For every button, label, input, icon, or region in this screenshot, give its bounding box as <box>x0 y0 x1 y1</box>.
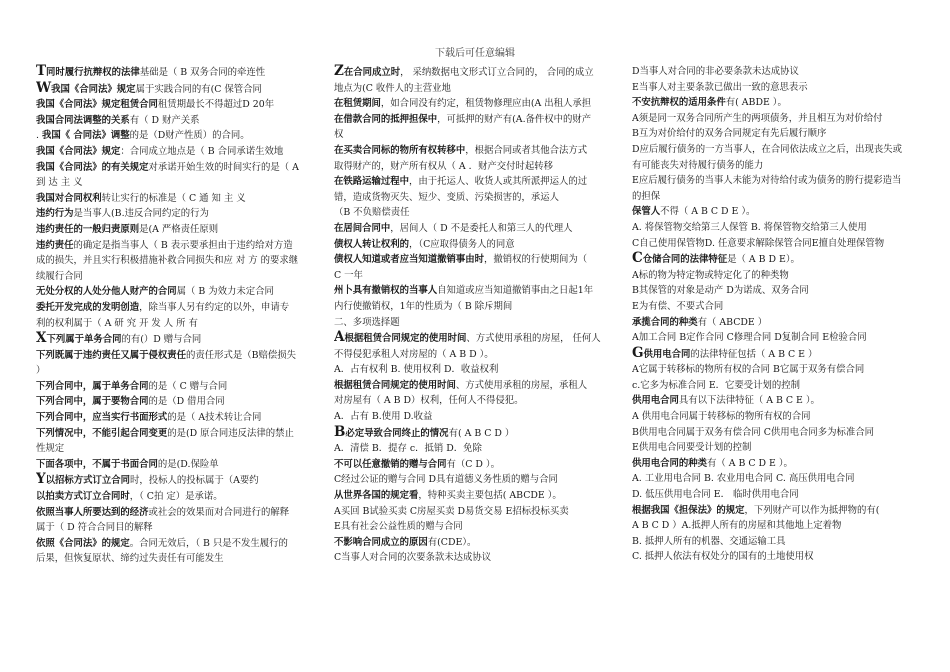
text-segment: 的是（ A技术转让合同 <box>167 412 262 424</box>
text-line <box>632 330 916 346</box>
text-segment: A标的物为特定物或特定化了的种类物 <box>632 269 789 281</box>
text-line <box>334 393 618 409</box>
text-segment: 。合同无效后，（ B 只是不发生履行的 <box>129 537 288 549</box>
text-segment: 续履行合同 <box>36 270 83 282</box>
text-line <box>36 238 320 254</box>
text-segment: ，可抵押的财产有(A.备件权中的财产 <box>437 113 592 125</box>
text-line <box>36 348 320 364</box>
text-segment: ：合同成立地点是（ B 合同承诺生效地 <box>120 145 284 157</box>
text-line <box>632 456 916 472</box>
text-segment: A．占有权利 B. 使用权利 D．收益权利 <box>334 364 499 376</box>
text-line <box>334 81 618 97</box>
text-line <box>334 347 618 363</box>
question-stem: 供用电合同 <box>643 348 691 360</box>
text-line <box>334 441 618 457</box>
text-segment: 属于（ D 符合合同目的解释 <box>36 522 153 534</box>
text-segment: C经过公证的赠与合同 D具有道德义务性质的赠与合同 <box>334 474 558 486</box>
text-line <box>36 160 320 176</box>
text-segment: 是当事人(B.违反合同约定的行为 <box>73 208 209 220</box>
text-line <box>36 379 320 395</box>
text-line <box>334 96 618 112</box>
text-line <box>36 128 320 144</box>
text-line <box>632 425 916 441</box>
question-stem: 根据我国《担保法》的规定 <box>632 504 745 516</box>
text-segment: A 供用电合同属于转移标的物所有权的合同 <box>632 411 811 423</box>
text-segment: D. 低压供用电合同 E． 临时供用电合同 <box>632 489 799 501</box>
text-line <box>334 488 618 504</box>
text-segment: A．清偿 B．提存 c．抵销 D．免除 <box>334 443 482 455</box>
text-line <box>36 520 320 536</box>
text-segment: 的是(D.保险单 <box>157 458 219 470</box>
text-segment: 的有(）D 赠与合同 <box>121 334 202 346</box>
text-segment: 后果，但恢复原状、缔约过失责任有可能发生 <box>36 553 224 565</box>
text-segment: 的法律特征包括（ A B C E ） <box>690 348 818 360</box>
text-segment: ，（ C拍 定）是承诺。 <box>129 491 223 503</box>
text-line <box>334 299 618 315</box>
text-line <box>632 251 916 268</box>
text-line <box>334 252 618 268</box>
question-stem: 债权人知道或者应当知道撤销事由时 <box>334 254 485 266</box>
text-line <box>632 518 916 534</box>
question-stem: 下列合同中，应当实行书面形式 <box>36 412 168 424</box>
question-stem: 供用电合同的种类 <box>632 457 708 469</box>
text-line <box>36 505 320 521</box>
text-line <box>334 237 618 253</box>
question-stem: 下列合同中，属于要物合同 <box>36 396 149 408</box>
text-segment: 内行使撤销权，1年的性质为（ B 除斥期间 <box>334 300 513 312</box>
text-segment: ，特种买卖主要包括( ABCDE ）。 <box>418 490 562 502</box>
question-stem: 保管人 <box>632 206 661 218</box>
text-segment: A买回 B试验买卖 C房屋买卖 D易货交易 E招标投标买卖 <box>334 505 569 517</box>
text-line <box>632 64 916 80</box>
text-segment: 二、多项选择题 <box>334 316 400 328</box>
text-segment: c.它多为标准合同 E．它要受计划的控制 <box>632 379 801 391</box>
text-segment: ， 采纳数据电文形式订立合同的， 合同的成立 <box>400 67 594 78</box>
text-line <box>334 221 618 237</box>
text-line <box>334 64 618 81</box>
text-segment: B互为对价给付的双务合同规定有先后履行顺序 <box>632 128 827 140</box>
question-stem: 我国《 合同法》调整 <box>41 130 130 142</box>
question-stem: 下列合同中，属于单务合同 <box>36 380 149 392</box>
text-line <box>36 269 320 285</box>
text-segment: 成的损失，并且实行积极措施补救合同损失和应 对 方 的要求继 <box>36 255 299 267</box>
text-segment: 的担保 <box>632 190 661 202</box>
text-segment: ，下列财产可以作为抵押物的有( <box>744 504 880 516</box>
text-segment: 的是（ C 赠与合同 <box>148 380 228 392</box>
text-line <box>632 283 916 299</box>
text-segment: A B C D ）A.抵押人所有的房屋和其他地上定着物 <box>632 520 842 532</box>
text-line <box>632 471 916 487</box>
question-stem: 债权人转让权利的 <box>334 238 410 250</box>
text-line <box>334 159 618 175</box>
text-segment: ，由于托运人、收货人或其所派押运人的过 <box>409 176 588 188</box>
text-line <box>36 300 320 316</box>
text-line <box>36 441 320 457</box>
text-line <box>632 534 916 550</box>
question-stem: 不安抗辩权的适用条件 <box>632 97 726 109</box>
text-segment: ，（C应取得债务人的同意 <box>409 238 515 250</box>
text-segment: （B 不负赔偿责任 <box>334 207 410 219</box>
text-line <box>632 503 916 519</box>
index-letter: A <box>334 330 345 346</box>
text-segment: E当事人对主要条款已做出一致的意思表示 <box>632 81 808 93</box>
question-stem: 在借款合同的抵押担保中 <box>334 113 438 125</box>
text-segment: 转让实行的标准是（ C 通 知 主 义 <box>101 192 246 204</box>
text-segment: D当事人对合同的非必要条款未达成协议 <box>632 66 799 77</box>
question-stem: 委托开发完成的发明创造 <box>36 301 140 313</box>
text-line <box>36 64 320 81</box>
question-stem: 我国对合同权利 <box>36 192 102 204</box>
text-segment: B其保管的对象是动产 D为诺成、双务合同 <box>632 285 809 297</box>
text-segment: E供用电合同要受计划的控制 <box>632 442 752 454</box>
text-segment: B供用电合同属于双务有偿合同 C供用电合同多为标准合同 <box>632 426 875 438</box>
text-segment: ，根据合同或者其他合法方式 <box>465 144 588 156</box>
text-line <box>334 472 618 488</box>
question-stem: 违约责任的一般归责原则 <box>36 223 140 235</box>
question-stem: 下列情况中，不能引起合同变更 <box>36 427 168 439</box>
text-line <box>334 519 618 535</box>
index-letter: W <box>36 80 52 96</box>
text-segment: 的确定是指当事人（ B 表示要承担由于违约给对方造 <box>73 239 293 251</box>
text-segment: 自知道或应当知道撤销事由之日起1年 <box>437 285 594 297</box>
text-segment: 的是（D 借用合同 <box>148 396 225 408</box>
text-line <box>334 378 618 394</box>
index-letter: C <box>632 251 643 267</box>
text-line <box>334 315 618 331</box>
question-stem: 在合同成立时 <box>343 67 401 78</box>
text-segment: 的是（D财产性质）的合同。 <box>129 130 250 142</box>
text-line <box>36 536 320 552</box>
index-letter: Z <box>334 64 344 79</box>
text-segment: 时，投标人的投标属于（A要约 <box>130 475 259 487</box>
text-line <box>334 457 618 473</box>
question-stem: 我国合同法调整的关系 <box>36 114 130 126</box>
text-line <box>632 268 916 284</box>
question-stem: 供用电合同 <box>632 395 679 407</box>
question-stem: 违约行为 <box>36 208 74 220</box>
question-stem: 在铁路运输过程中 <box>334 176 410 188</box>
text-segment: A须是同一双务合同所产生的两项债务，并且相互为对价给付 <box>632 112 883 124</box>
text-segment: E为有偿、不要式合同 <box>632 300 724 312</box>
question-stem: 在租赁期间 <box>334 98 381 110</box>
text-line <box>632 189 916 205</box>
text-line <box>36 81 320 98</box>
text-line <box>36 489 320 505</box>
text-line <box>632 346 916 363</box>
text-segment: 或社会的效果而对合同进行的解释 <box>148 506 290 518</box>
text-segment: 有可能丧失对待履行债务的能力 <box>632 159 764 171</box>
text-line <box>334 425 618 442</box>
index-letter: T <box>36 64 47 79</box>
text-segment: ，撤销权的行使期间为（ <box>484 254 588 266</box>
text-segment: ，除当事人另有约定的以外，申请专 <box>139 301 290 313</box>
text-segment: 错，造成货物灭失、短少、变质、污染损害的，承运人 <box>334 191 560 203</box>
text-line <box>334 190 618 206</box>
text-segment: 租赁期最长不得超过D 20年 <box>157 99 275 111</box>
text-line <box>632 80 916 96</box>
text-line <box>334 268 618 284</box>
text-segment: ，居间人（ D 不是委托人和第三人的代理人 <box>390 222 573 234</box>
question-stem: 在买卖合同标的物所有权转移中 <box>334 144 466 156</box>
page-header: 下载后可任意编辑 <box>435 48 515 59</box>
text-segment: 不得侵犯承租人对房屋的（ A B D ）。 <box>334 348 494 360</box>
question-stem: 下列既属于违约责任又属于侵权责任 <box>36 349 187 361</box>
text-segment: C自己使用保管物D. 任意要求解除保管合同E擅自处理保管物 <box>632 237 885 249</box>
text-line <box>334 205 618 221</box>
index-letter: B <box>334 424 346 440</box>
text-line <box>632 393 916 409</box>
text-line <box>334 112 618 128</box>
text-line <box>632 220 916 236</box>
text-line <box>334 550 618 566</box>
text-segment: 是(A 严格责任原则 <box>139 223 219 235</box>
text-segment: 有（ D 财产关系 <box>129 114 200 126</box>
column-left <box>36 64 320 567</box>
text-segment: 、方式使用承租的房屋， 任何人 <box>466 333 601 345</box>
text-line <box>632 409 916 425</box>
text-segment: 地点为(C 收件人的主营业地 <box>334 82 451 94</box>
text-line <box>632 549 916 565</box>
text-line <box>36 394 320 410</box>
text-line <box>36 331 320 348</box>
question-stem: 依照《合同法》的规定 <box>36 537 130 549</box>
question-stem: 根据租赁合同规定的使用时间 <box>334 379 456 391</box>
text-line <box>334 283 618 299</box>
text-segment: 有（ A B C D E ）。 <box>707 457 793 469</box>
text-line <box>632 487 916 503</box>
question-stem: 不影响合同成立的原因 <box>334 536 428 548</box>
text-line <box>334 535 618 551</box>
question-stem: 我国《合同法》规定 <box>36 145 121 157</box>
text-line <box>334 504 618 520</box>
text-segment: 的责任形式是（B赔偿损失 <box>186 349 297 361</box>
text-segment: 到 达 主 义 <box>36 177 83 189</box>
text-line <box>632 204 916 220</box>
text-segment: 有（C D ）。 <box>446 458 500 470</box>
question-stem: 下面各项中，不属于书面合同 <box>36 458 158 470</box>
text-segment: 属于实践合同的有(C 保管合同 <box>135 83 262 95</box>
text-segment: 取得财产的，财产所有权从（ A ．财产交付时起转移 <box>334 160 553 172</box>
text-segment: D应后履行债务的一方当事人，在合同依法成立之后，出现丧失或 <box>632 143 903 155</box>
text-segment: C. 抵押人依法有权处分的国有的土地使用权 <box>632 551 814 563</box>
text-segment: A它属于转移标的物所有权的合同 B它属于双务有偿合同 <box>632 364 865 376</box>
question-stem: 根据租赁合同规定的使用时间 <box>344 333 467 345</box>
text-segment: 、方式使用承租的房屋，承租人 <box>455 379 588 391</box>
text-line <box>632 362 916 378</box>
question-stem: 我国《合同法》规定租赁合同 <box>36 99 158 111</box>
question-stem: 以拍卖方式订立合同时 <box>36 491 130 503</box>
text-segment: 权 <box>334 129 344 141</box>
text-line <box>36 175 320 191</box>
text-segment: E具有社会公益性质的赠与合同 <box>334 521 463 533</box>
question-stem: 我国《合同法》的有关规定 <box>36 161 149 173</box>
text-segment: 有(CDE）。 <box>427 536 477 548</box>
question-stem: 无处分权的人处分他人财产的合同 <box>36 286 177 298</box>
text-line <box>36 144 320 160</box>
question-stem: 必定导致合同终止的情况 <box>345 427 449 439</box>
text-segment: 基础是（ B 双务合同的牵连性 <box>139 67 266 78</box>
text-line <box>632 378 916 394</box>
text-segment: A. 将保管物交给第三人保管 B. 将保管物交给第三人使用 <box>632 221 867 233</box>
index-letter: G <box>632 345 644 361</box>
text-segment: A．占有 B.使用 D.收益 <box>334 411 433 423</box>
text-line <box>632 173 916 189</box>
question-stem: 仓储合同的法律特征 <box>642 254 728 266</box>
text-line <box>36 316 320 332</box>
text-segment: ） <box>36 365 46 377</box>
question-stem: 不可以任意撤销的赠与合同 <box>334 458 447 470</box>
question-stem: 依照当事人所要达到的经济 <box>36 506 149 518</box>
text-segment: 属（ B 为效力未定合同 <box>176 286 274 298</box>
question-stem: 我国《合同法》规定 <box>51 83 136 95</box>
text-segment: C当事人对合同的次要条款未达成协议 <box>334 552 492 564</box>
index-letter: Y <box>36 472 46 488</box>
text-line <box>36 113 320 129</box>
text-line <box>632 142 916 158</box>
text-line <box>36 253 320 269</box>
text-segment: 对房屋有（ A B D）权利，任何人不得侵犯。 <box>334 395 524 407</box>
text-segment: E应后履行债务的当事人未能为对待给付或为债务的胯行提彩造当 <box>632 175 902 187</box>
text-line <box>36 97 320 113</box>
question-stem: 在居间合同中 <box>334 222 391 234</box>
text-segment: A. 工业用电合同 B. 农业用电合同 C. 高压供用电合同 <box>632 473 855 485</box>
text-segment: 利的权利属于（ A 研 究 开 发 人 所 有 <box>36 317 198 329</box>
text-line <box>632 440 916 456</box>
text-segment: 对承诺开始生效的时间实行的是（ A <box>148 161 299 173</box>
text-segment: ，如合同没有约定，租赁物修理应由(A 出租人承担 <box>380 98 592 110</box>
text-line <box>632 299 916 315</box>
column-right <box>632 64 916 565</box>
text-line <box>36 551 320 567</box>
text-line <box>334 362 618 378</box>
text-line <box>334 143 618 159</box>
text-line <box>632 126 916 142</box>
text-segment: 有( ABDE ）。 <box>725 97 787 109</box>
column-middle <box>334 64 618 566</box>
text-segment: 具有以下法律特征（ A B C E ）。 <box>678 395 820 407</box>
text-segment: 性规定 <box>36 443 65 455</box>
question-stem: 同时履行抗辩权的法律 <box>46 67 140 78</box>
text-line <box>36 363 320 379</box>
text-line <box>334 409 618 425</box>
text-line <box>36 472 320 489</box>
question-stem: 州卜具有撤销权的当事人 <box>334 285 438 297</box>
text-line <box>334 330 618 347</box>
text-line <box>632 236 916 252</box>
question-stem: 下列属于单务合同 <box>46 334 122 346</box>
text-line <box>36 222 320 238</box>
text-line <box>632 95 916 111</box>
text-segment: 有（ ABCDE ） <box>697 316 768 328</box>
question-stem: 违约责任 <box>36 239 74 251</box>
text-segment: A加工合同 B定作合同 C修理合同 D复制合同 E检验合同 <box>632 332 867 344</box>
text-line <box>36 191 320 207</box>
text-line <box>334 127 618 143</box>
text-line <box>334 174 618 190</box>
question-stem: 承揽合同的种类 <box>632 316 698 328</box>
text-segment: 是（ A B D E）。 <box>727 254 800 266</box>
text-line <box>36 426 320 442</box>
text-segment: 的是(D 原合同违反法律的禁止 <box>167 427 294 439</box>
text-segment: C 一年 <box>334 269 363 281</box>
text-line <box>36 206 320 222</box>
text-segment: . <box>36 130 42 142</box>
index-letter: X <box>36 331 47 347</box>
text-line <box>36 410 320 426</box>
text-line <box>632 315 916 331</box>
text-segment: 不得（ A B C D E ）。 <box>660 206 756 218</box>
text-line <box>36 457 320 473</box>
question-stem: 从世界各国的规定看 <box>334 490 419 502</box>
question-stem: 以招标方式订立合同 <box>45 475 131 487</box>
text-line <box>36 284 320 300</box>
text-segment: 有( A B C D ） <box>448 427 515 439</box>
text-line <box>632 111 916 127</box>
text-line <box>632 158 916 174</box>
text-segment: B. 抵押人所有的机器、交通运输工具 <box>632 535 786 547</box>
